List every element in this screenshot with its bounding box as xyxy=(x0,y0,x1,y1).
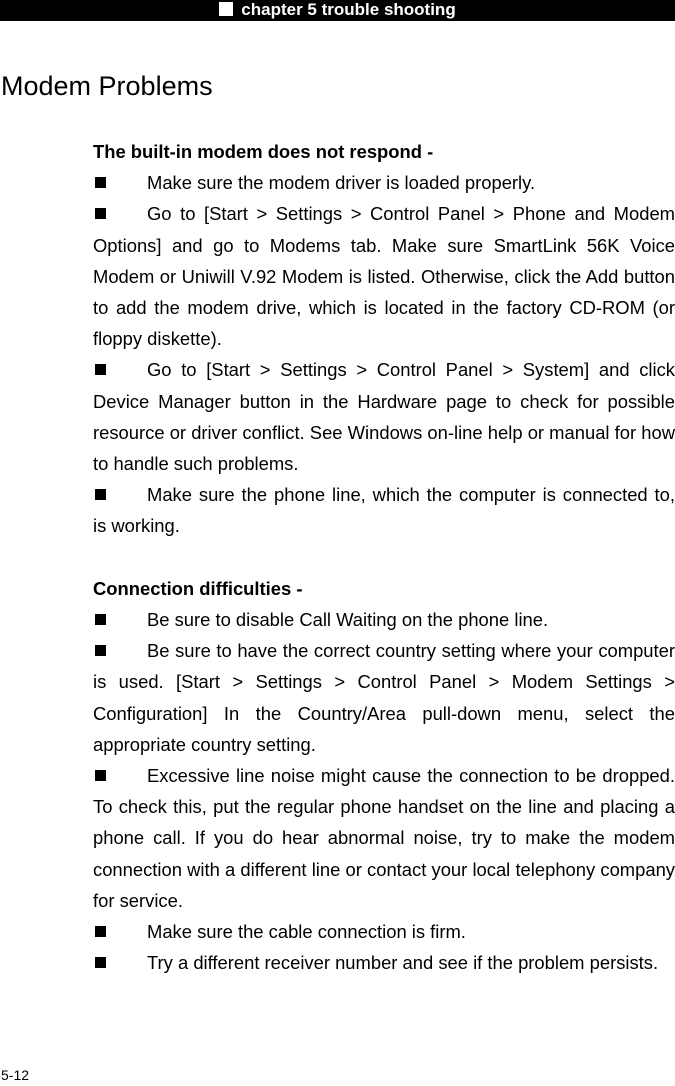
list-item-text: Make sure the cable connection is firm. xyxy=(147,921,466,943)
list-item xyxy=(93,167,675,198)
list-item xyxy=(93,760,675,916)
square-bullet-icon xyxy=(95,926,106,937)
chapter-header-bar xyxy=(0,0,675,21)
list-item xyxy=(93,479,675,541)
content-area xyxy=(93,136,675,978)
square-bullet-icon xyxy=(95,364,106,375)
section-heading: Connection difficulties - xyxy=(93,577,303,599)
square-bullet-icon xyxy=(95,489,106,500)
list-item xyxy=(93,198,675,354)
square-bullet-icon xyxy=(219,2,233,16)
square-bullet-icon xyxy=(95,177,106,188)
list-item-text: Be sure to disable Call Waiting on the phone line. xyxy=(147,609,549,630)
list-item xyxy=(93,635,675,760)
square-bullet-icon xyxy=(95,645,106,656)
list-item-text: Be sure to have the correct country setting where your computer is used. [Start > Settings > Control Panel > Modem Settings > Configuration] In the Country/Area pull-down menu, select the appropriate country setting. xyxy=(93,640,675,755)
page-number: 5-12 xyxy=(1,1067,30,1083)
list-item-text: Go to [Start > Settings > Control Panel > System] and click Device Manager button in the Hardware page to check for possible resource or driver conflict. See Windows on-line help or manual for how to handle such problems. xyxy=(93,359,675,475)
section-spacer xyxy=(93,542,675,573)
square-bullet-icon xyxy=(95,208,106,219)
list-item xyxy=(93,354,675,479)
list-item-text: Try a different receiver number and see if the problem persists. xyxy=(147,952,659,974)
section-heading: The built-in modem does not respond - xyxy=(93,141,434,162)
section-modem-not-responding xyxy=(93,136,675,542)
chapter-label: chapter 5 trouble shooting xyxy=(241,0,456,19)
list-item-text: Make sure the modem driver is loaded properly. xyxy=(147,172,536,194)
section-connection-difficulties xyxy=(93,573,675,979)
list-item xyxy=(93,947,675,978)
page-title: Modem Problems xyxy=(1,71,213,101)
square-bullet-icon xyxy=(95,614,106,625)
list-item-text: Excessive line noise might cause the connection to be dropped. To check this, put the regular phone handset on the line and placing a phone call. If you do hear abnormal noise, try to make the modem connection with a different line or contact your local telephony company for service. xyxy=(93,765,675,911)
square-bullet-icon xyxy=(95,770,106,781)
list-item xyxy=(93,916,675,947)
square-bullet-icon xyxy=(95,957,106,968)
list-item-text: Go to [Start > Settings > Control Panel > Phone and Modem Options] and go to Modems tab. Make sure SmartLink 56K Voice Modem or Uniwill V.92 Modem is listed. Otherwise, click the Add button to add the modem drive, which is located in the factory CD-ROM (or floppy diskette). xyxy=(93,203,675,350)
list-item-text: Make sure the phone line, which the computer is connected to, is working. xyxy=(93,484,675,537)
list-item xyxy=(93,604,675,635)
